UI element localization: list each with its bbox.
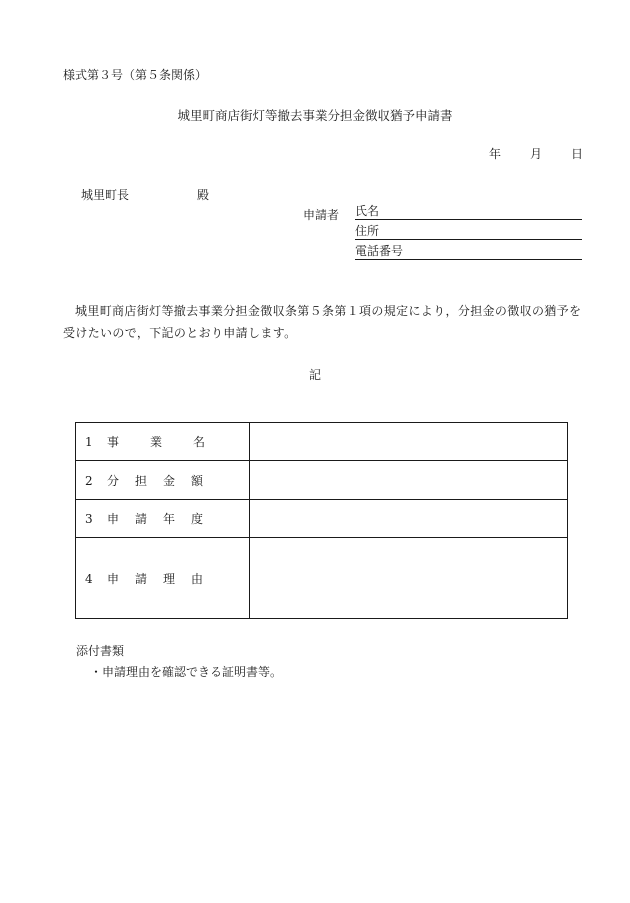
applicant-name-field[interactable] (355, 203, 582, 220)
share-amount-value[interactable] (250, 461, 568, 499)
row-label-text: 申請年度 (107, 511, 220, 526)
date-day-label: 日 (571, 147, 584, 161)
table-row (76, 461, 568, 499)
honorific: 殿 (197, 188, 210, 202)
row-number: 2 (85, 473, 93, 488)
table-row-label (76, 538, 250, 619)
applicant-label: 申請者 (303, 208, 340, 222)
application-reason-value[interactable] (250, 538, 568, 619)
form-number: 様式第３号（第５条関係） (63, 68, 208, 82)
table-row (76, 499, 568, 537)
attachment-item: ・申請理由を確認できる証明書等。 (90, 665, 283, 679)
row-label-text: 事業名 (107, 435, 237, 450)
table-row-label (76, 499, 250, 537)
row-label-text: 申請理由 (107, 571, 220, 586)
table-row-label (76, 423, 250, 461)
addressee: 城里町長 (81, 188, 130, 202)
row-number: 1 (85, 435, 93, 450)
applicant-address-label: 住所 (355, 224, 380, 238)
ki-heading: 記 (308, 368, 321, 382)
row-number: 4 (85, 571, 93, 586)
applicant-phone-field[interactable] (355, 243, 582, 260)
table-row (76, 423, 568, 461)
date-month-label: 月 (530, 147, 543, 161)
table-row-label (76, 461, 250, 499)
table-row (76, 538, 568, 619)
applicant-address-field[interactable] (355, 223, 582, 240)
row-label-text: 分担金額 (107, 473, 220, 488)
application-year-value[interactable] (250, 499, 568, 537)
date-year-label: 年 (489, 147, 502, 161)
row-number: 3 (85, 511, 93, 526)
business-name-value[interactable] (250, 423, 568, 461)
applicant-name-label: 氏名 (355, 204, 380, 218)
document-title: 城里町商店街灯等撤去事業分担金徴収猶予申請書 (177, 108, 453, 123)
application-items-table (75, 422, 568, 619)
applicant-phone-label: 電話番号 (355, 244, 404, 258)
attachments-title: 添付書類 (76, 644, 125, 658)
application-statement: 城里町商店街灯等撤去事業分担金徴収条第５条第１項の規定により，分担金の徴収の猶予を受けたいので，下記のとおり申請します。 (63, 304, 582, 340)
